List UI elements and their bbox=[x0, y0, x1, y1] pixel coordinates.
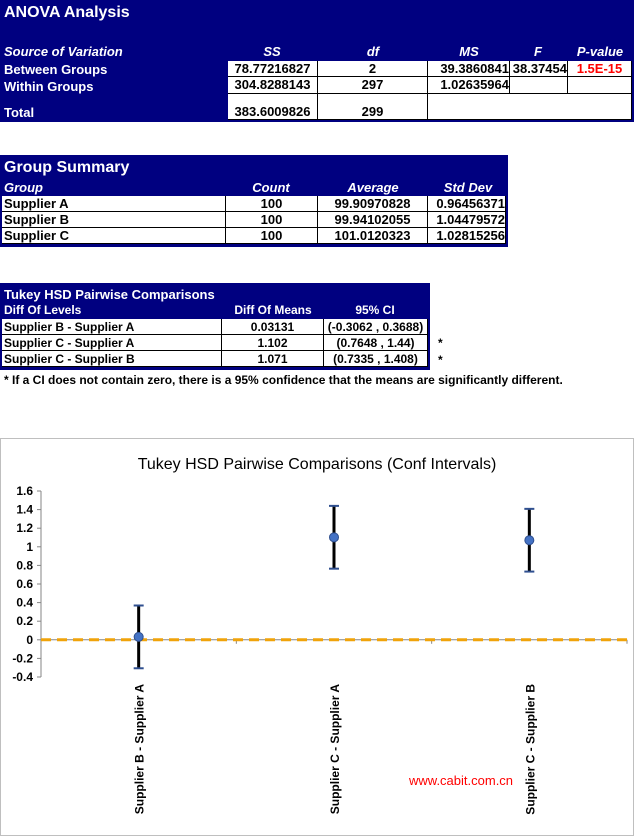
summary-cell-group: Supplier C bbox=[2, 228, 226, 244]
anova-header-ss: SS bbox=[263, 44, 281, 59]
anova-total-label: Total bbox=[4, 105, 35, 120]
y-tick-label: 1 bbox=[26, 539, 33, 554]
anova-header-df: df bbox=[366, 44, 380, 59]
y-tick-label: 0.2 bbox=[16, 614, 33, 629]
summary-cell-average: 99.94102055 bbox=[318, 212, 428, 228]
anova-header-f: F bbox=[534, 44, 542, 59]
anova-title: ANOVA Analysis bbox=[4, 4, 130, 21]
chart-area bbox=[0, 438, 634, 836]
anova-total-ss: 383.6009826 bbox=[228, 94, 318, 120]
anova-row-label: Between Groups bbox=[4, 62, 108, 77]
tukey-cell-ci: (-0.3062 , 0.3688) bbox=[324, 319, 428, 335]
y-tick-label: -0.4 bbox=[12, 670, 33, 684]
x-tick-label: Supplier B - Supplier A bbox=[132, 684, 147, 815]
summary-cell-stddev: 0.96456371 bbox=[428, 196, 506, 212]
tukey-cell-levels: Supplier B - Supplier A bbox=[2, 319, 222, 335]
x-tick-label: Supplier C - Supplier A bbox=[328, 684, 342, 815]
tukey-cell-levels: Supplier C - Supplier A bbox=[2, 335, 222, 351]
anova-cell-ss: 304.8288143 bbox=[228, 77, 318, 94]
y-tick-label: 0 bbox=[26, 632, 33, 647]
tukey-title: Tukey HSD Pairwise Comparisons bbox=[4, 287, 215, 302]
anova-cell-df: 297 bbox=[318, 77, 428, 94]
anova-table bbox=[0, 0, 634, 122]
tukey-header-levels: Diff Of Levels bbox=[4, 303, 82, 317]
anova-cell-ms: 1.02635964 bbox=[428, 77, 510, 94]
summary-cell-group: Supplier A bbox=[2, 196, 226, 212]
anova-cell-f bbox=[510, 77, 568, 94]
tukey-footnote: * If a CI does not contain zero, there is a 95% confidence that the means are significantly different. bbox=[4, 373, 563, 387]
chart-title: Tukey HSD Pairwise Comparisons (Conf Intervals) bbox=[137, 456, 497, 473]
tukey-cell-diff: 1.071 bbox=[222, 351, 324, 367]
tukey-header-ci: 95% CI bbox=[355, 303, 395, 317]
summary-header-group: Group bbox=[4, 180, 43, 195]
summary-cell-average: 101.0120323 bbox=[318, 228, 428, 244]
tukey-header-diff: Diff Of Means bbox=[234, 303, 312, 317]
anova-header-source: Source of Variation bbox=[4, 44, 123, 59]
anova-cell-ms: 39.3860841 bbox=[428, 61, 510, 77]
summary-cell-group: Supplier B bbox=[2, 212, 226, 228]
summary-header-average: Average bbox=[347, 180, 399, 195]
anova-cell-p: 1.5E-15 bbox=[568, 61, 632, 77]
tukey-cell-diff: 0.03131 bbox=[222, 319, 324, 335]
y-tick-label: 0.8 bbox=[16, 558, 33, 573]
error-bars bbox=[134, 506, 535, 668]
tukey-significance-mark: * bbox=[438, 353, 443, 367]
anova-cell-df: 2 bbox=[318, 61, 428, 77]
y-tick-label: -0.2 bbox=[12, 651, 33, 666]
anova-total-df: 299 bbox=[318, 94, 428, 120]
summary-cell-count: 100 bbox=[226, 228, 318, 244]
summary-cell-stddev: 1.02815256 bbox=[428, 228, 506, 244]
tukey-table bbox=[0, 283, 430, 370]
summary-header-count: Count bbox=[252, 180, 290, 195]
data-point bbox=[134, 632, 143, 641]
watermark: www.cabit.com.cn bbox=[409, 773, 514, 788]
tukey-cell-ci: (0.7648 , 1.44) bbox=[324, 335, 428, 351]
tukey-cell-levels: Supplier C - Supplier B bbox=[2, 351, 222, 367]
tukey-ci-chart bbox=[1, 439, 633, 835]
y-tick-label: 0.4 bbox=[16, 595, 33, 610]
data-point bbox=[330, 533, 339, 542]
summary-cell-stddev: 1.04479572 bbox=[428, 212, 506, 228]
anova-cell-f: 38.37454 bbox=[510, 61, 568, 77]
data-point bbox=[525, 536, 534, 545]
tukey-significance-mark: * bbox=[438, 336, 443, 350]
tukey-cell-ci: (0.7335 , 1.408) bbox=[324, 351, 428, 367]
y-tick-label: 1.6 bbox=[16, 484, 33, 498]
anova-cell-p bbox=[568, 77, 632, 94]
x-axis bbox=[41, 640, 627, 815]
anova-total-blank bbox=[428, 94, 632, 120]
summary-table bbox=[0, 155, 508, 247]
summary-cell-average: 99.90970828 bbox=[318, 196, 428, 212]
summary-header-stddev: Std Dev bbox=[443, 180, 493, 195]
y-tick-label: 1.2 bbox=[16, 521, 33, 536]
tukey-cell-diff: 1.102 bbox=[222, 335, 324, 351]
x-tick-label: Supplier C - Supplier B bbox=[523, 684, 538, 815]
anova-cell-ss: 78.77216827 bbox=[228, 61, 318, 77]
y-tick-label: 1.4 bbox=[16, 502, 33, 517]
anova-header-p: P-value bbox=[576, 44, 624, 59]
anova-header-ms: MS bbox=[459, 44, 479, 59]
summary-title: Group Summary bbox=[4, 159, 130, 176]
summary-cell-count: 100 bbox=[226, 196, 318, 212]
y-tick-label: 0.6 bbox=[16, 577, 33, 591]
summary-cell-count: 100 bbox=[226, 212, 318, 228]
anova-row-label: Within Groups bbox=[4, 79, 94, 94]
y-axis bbox=[12, 484, 41, 684]
